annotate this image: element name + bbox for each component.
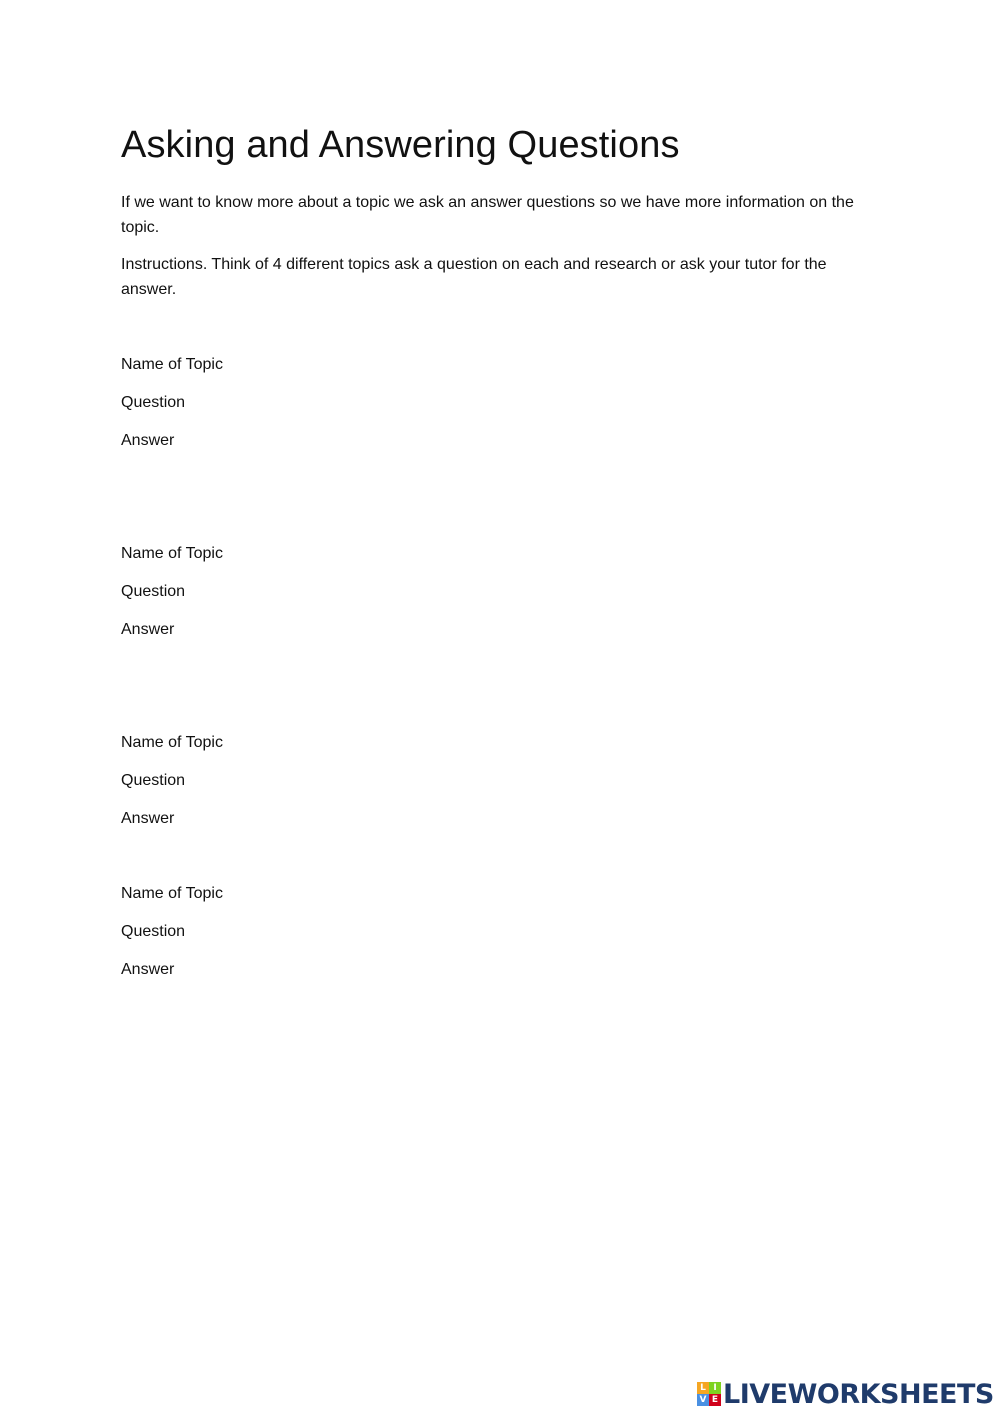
topic-label: Name of Topic [121, 356, 223, 373]
liveworksheets-brand [697, 1378, 994, 1410]
answer-label: Answer [121, 621, 175, 638]
answer-label: Answer [121, 961, 175, 978]
topic-label: Name of Topic [121, 545, 223, 562]
question-label: Question [121, 583, 186, 600]
question-label: Question [121, 394, 186, 411]
topic-label: Name of Topic [121, 734, 223, 751]
topic-label: Name of Topic [121, 885, 223, 902]
answer-label: Answer [121, 810, 175, 827]
question-label: Question [121, 772, 186, 789]
answer-label: Answer [121, 432, 175, 449]
brand-wordmark: LIVEWORKSHEETS [723, 1378, 994, 1410]
page-title: Asking and Answering Questions [121, 124, 680, 166]
intro-paragraph: If we want to know more about a topic we ask an answer questions so we have more information on the topic. [121, 194, 854, 236]
instructions-paragraph: Instructions. Think of 4 different topics ask a question on each and research or ask your tutor for the answer. [121, 256, 827, 298]
question-label: Question [121, 923, 186, 940]
liveworksheets-logo-icon: L I V E [697, 1382, 721, 1406]
